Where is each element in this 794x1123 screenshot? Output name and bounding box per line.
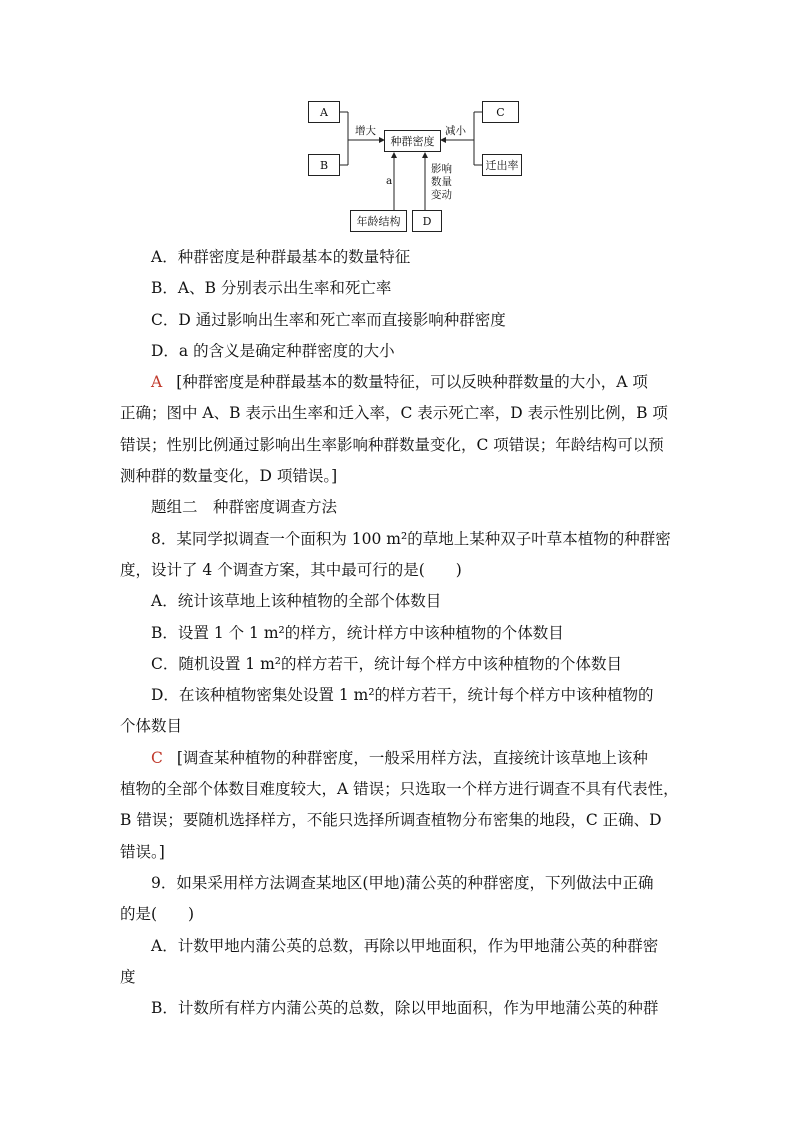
q9-stem-line-2: 的是( ) — [120, 905, 195, 924]
q7-answer-line-4: 测种群的数量变化，D 项错误。] — [120, 467, 338, 486]
population-density-diagram — [300, 95, 530, 240]
q8-answer-line-4: 错误。] — [120, 842, 165, 861]
group-title: 题组二 种群密度调查方法 — [151, 498, 338, 517]
label-effect-1: 影响 — [431, 163, 452, 175]
diagram-box-emigration: 迁出率 — [482, 154, 522, 176]
diagram-box-b: B — [308, 154, 340, 176]
q9-option-a-line-2: 度 — [120, 967, 136, 986]
q8-answer-line-3: B 错误；要随机选择样方，不能只选择所调查植物分布密集的地段，C 正确、D — [120, 811, 662, 830]
label-decrease: 减小 — [445, 125, 466, 137]
q8-option-b: B．设置 1 个 1 m²的样方，统计样方中该种植物的个体数目 — [151, 623, 564, 642]
label-a: a — [386, 175, 393, 187]
q7-option-c: C．D 通过影响出生率和死亡率而直接影响种群密度 — [151, 310, 506, 329]
diagram-box-c: C — [482, 101, 519, 123]
q8-stem-line-1: 8．某同学拟调查一个面积为 100 m²的草地上某种双子叶草本植物的种群密 — [151, 529, 671, 548]
q7-answer-text-1: [种群密度是种群最基本的数量特征，可以反映种群数量的大小，A 项 — [176, 373, 648, 392]
q8-option-d-line-1: D．在该种植物密集处设置 1 m²的样方若干，统计每个样方中该种植物的 — [151, 686, 654, 705]
q9-option-b: B．计数所有样方内蒲公英的总数，除以甲地面积，作为甲地蒲公英的种群 — [151, 999, 659, 1018]
label-increase: 增大 — [355, 125, 376, 137]
q9-option-a-line-1: A．计数甲地内蒲公英的总数，再除以甲地面积，作为甲地蒲公英的种群密 — [151, 936, 659, 955]
q7-answer-line-1 — [120, 367, 680, 398]
q7-answer-line-3: 错误；性别比例通过影响出生率影响种群数量变化，C 项错误；年龄结构可以预 — [120, 435, 664, 454]
diagram-box-population-density: 种群密度 — [384, 130, 441, 152]
q8-answer-letter: C — [151, 748, 163, 767]
q7-option-d: D．a 的含义是确定种群密度的大小 — [151, 341, 395, 360]
diagram-box-age-structure: 年龄结构 — [350, 210, 407, 232]
diagram-box-d: D — [412, 210, 442, 232]
q7-answer-letter: A — [151, 373, 163, 392]
q7-option-a: A．种群密度是种群最基本的数量特征 — [151, 248, 411, 266]
diagram-box-a: A — [308, 101, 340, 123]
label-effect-2: 数量 — [431, 176, 452, 188]
q7-answer-line-2: 正确；图中 A、B 表示出生率和迁入率，C 表示死亡率，D 表示性别比例，B 项 — [120, 404, 668, 423]
q8-answer-text-1: [调查某种植物的种群密度，一般采用样方法，直接统计该草地上该种 — [176, 748, 648, 767]
q8-option-c: C．随机设置 1 m²的样方若干，统计每个样方中该种植物的个体数目 — [151, 654, 622, 673]
q9-stem-line-1: 9．如果采用样方法调查某地区(甲地)蒲公英的种群密度，下列做法中正确 — [151, 873, 654, 892]
q8-answer-line-2: 植物的全部个体数目难度较大，A 错误；只选取一个样方进行调查不具有代表性， — [120, 780, 679, 799]
q8-stem-line-2: 度，设计了 4 个调查方案，其中最可行的是( ) — [120, 560, 462, 579]
q7-option-b: B．A、B 分别表示出生率和死亡率 — [151, 279, 392, 298]
document-text — [120, 242, 680, 1024]
label-effect-3: 变动 — [431, 189, 452, 201]
q8-option-a: A．统计该草地上该种植物的全部个体数目 — [151, 592, 442, 611]
q8-option-d-line-2: 个体数目 — [120, 717, 183, 736]
q8-answer-line-1 — [120, 743, 680, 774]
